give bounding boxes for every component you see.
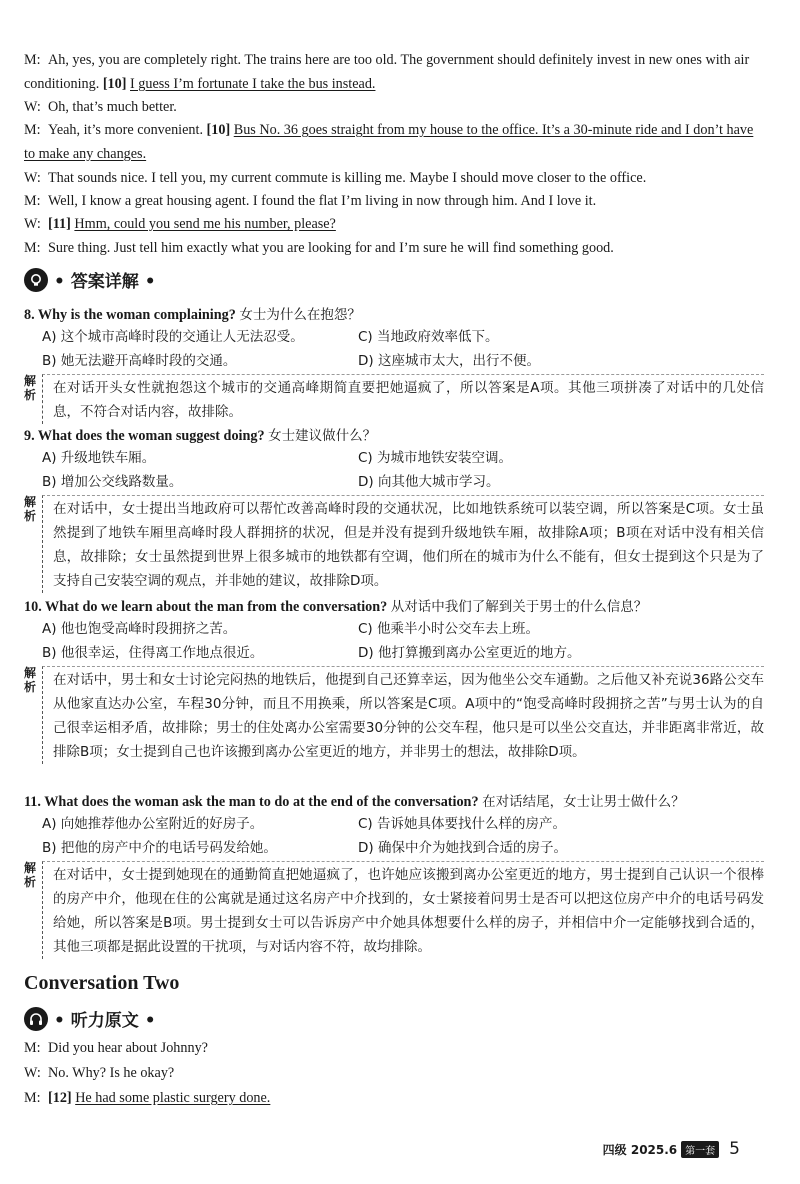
option: B) 增加公交线路数量。 [42,474,183,490]
analysis-text: 在对话中，男士和女士讨论完闷热的地铁后，他提到自己还算幸运，因为他坐公交车通勤。之后他又补充说36路公交车从他家直达办公室，车程30分钟，而且不用换乘，所以答案是C项。A项中的“饱受高峰时段拥挤之苦”与男士认为的自己很幸运相矛盾，故排除；男士的住处离办公室需要30分钟的公交车程，他只是可以坐公交直达，并非距离非常近，故排除B项；女士提到自己也许该搬到离办公室更近的地方，并非男士的想法，故排除D项。 [42,666,764,764]
analysis-text: 在对话开头女性就抱怨这个城市的交通高峰期简直要把她逼疯了，所以答案是A项。其他三项拼凑了对话中的几处信息，不符合对话内容，故排除。 [42,374,764,424]
question-10: 10. What do we learn about the man from the conversation? 从对话中我们了解到关于男士的什么信息？ [24,599,648,615]
speaker-label: M: [24,52,41,68]
option: A) 升级地铁车厢。 [42,450,156,466]
question-ref: [11] [48,216,71,232]
dialogue-line [24,212,764,236]
speaker-label: M: [24,240,41,256]
dialogue-line: W: Oh, that’s much better. [24,95,764,119]
question-ref: [12] [48,1090,72,1106]
analysis-box [24,666,764,764]
dialogue-line: M: Ah, yes, you are completely right. The trains here are too old. The government should definitely invest in new ones with air conditioning. [10] I guess I’m fortunate I take the bus instead. [24,48,764,96]
option: D) 确保中介为她找到合适的房子。 [358,840,567,856]
question-11: 11. What does the woman ask the man to do at the end of the conversation? 在对话结尾，女士让男士做什么？ [24,794,685,810]
page-number: 5 [729,1139,740,1159]
option: A) 他也饱受高峰时段拥挤之苦。 [42,621,237,637]
analysis-box [24,374,764,424]
question-ref: [10] [102,76,127,92]
section-title: • 听力原文 • [54,1011,156,1031]
option: B) 把他的房产中介的电话号码发给她。 [42,840,277,856]
issue-label: 四级 2025.6 [602,1142,678,1157]
question-8: 8. Why is the woman complaining? 女士为什么在抱怨？ [24,307,361,323]
dialogue-line: M: Sure thing. Just tell him exactly what you are looking for and I’m sure he will find something good. [24,236,764,260]
speaker-label: M: [24,1090,41,1106]
question-ref: [10] [206,122,231,138]
analysis-box [24,861,764,959]
conversation-heading: Conversation Two [24,972,180,994]
analysis-text: 在对话中，女士提到她现在的通勤简直把她逼疯了，也许她应该搬到离办公室更近的地方，男士提到自己认识一个很棒的房产中介，他现在住的公寓就是通过这名房产中介找到的，女士紧接着问男士是否可以把这位房产中介的电话号码发给她，所以答案是B项。男士提到女士可以告诉房产中介她具体想要什么样的房子，并相信中介一定能够找到合适的，其他三项都是据此设置的干扰项，与对话内容不符，故均排除。 [42,861,764,959]
speaker-label: W: [24,170,41,186]
speaker-label: W: [24,99,41,115]
key-sentence: He had some plastic surgery done. [75,1090,271,1106]
option: B) 她无法避开高峰时段的交通。 [42,353,237,369]
dialogue-line: W: No. Why? Is he okay? [24,1061,764,1085]
analysis-text: 在对话中，女士提出当地政府可以帮忙改善高峰时段的交通状况，比如地铁系统可以装空调，所以答案是C项。女士虽然提到了地铁车厢里高峰时段人群拥挤的状况，但是并没有提到升级地铁车厢，故排除A项；B项在对话中没有相关信息，故排除；女士虽然提到世界上很多城市的地铁都有空调，他们所在的城市为什么不能有，但女士提到这个只是为了支持自己安装空调的观点，并非她的建议，故排除D项。 [42,495,764,593]
analysis-tag: 解 析 [24,374,37,402]
option: A) 向她推荐他办公室附近的好房子。 [42,816,264,832]
section-title: • 答案详解 • [54,272,156,292]
dialogue-line: W: That sounds nice. I tell you, my current commute is killing me. Maybe I should move closer to the office. [24,166,764,190]
option: C) 当地政府效率低下。 [358,329,499,345]
analysis-tag: 解 析 [24,666,37,694]
option: D) 这座城市太大，出行不便。 [358,353,540,369]
option: D) 向其他大城市学习。 [358,474,500,490]
answer-section-header [24,267,156,292]
key-sentence: Bus No. 36 goes straight from my house to the office. It’s a 30-minute ride and I don’t have to make any changes. [24,122,754,162]
option: B) 他很幸运，住得离工作地点很近。 [42,645,264,661]
lightbulb-icon [24,268,48,292]
key-sentence: Hmm, could you send me his number, please? [74,216,336,232]
dialogue-line: M: Well, I know a great housing agent. I found the flat I’m living in now through him. And I love it. [24,189,764,213]
dialogue-line [24,1086,764,1110]
speaker-label: M: [24,193,41,209]
option: D) 他打算搬到离办公室更近的地方。 [358,645,581,661]
dialogue-line: M: Did you hear about Johnny? [24,1036,764,1060]
speaker-label: W: [24,1065,41,1081]
analysis-box [24,495,764,593]
set-badge: 第一套 [681,1141,719,1158]
speaker-label: M: [24,122,41,138]
speaker-label: W: [24,216,41,232]
question-9: 9. What does the woman suggest doing? 女士建议做什么？ [24,428,377,444]
analysis-tag: 解 析 [24,495,37,523]
headphones-icon [24,1007,48,1031]
option: C) 为城市地铁安装空调。 [358,450,512,466]
speaker-label: M: [24,1040,41,1056]
option: A) 这个城市高峰时段的交通让人无法忍受。 [42,329,304,345]
key-sentence: I guess I’m fortunate I take the bus instead. [130,76,376,92]
dialogue-line: M: Yeah, it’s more convenient. [10] Bus No. 36 goes straight from my house to the office. It’s a 30-minute ride and I don’t have to make any changes. [24,118,764,166]
option: C) 告诉她具体要找什么样的房产。 [358,816,566,832]
page-footer [603,1139,740,1159]
analysis-tag: 解 析 [24,861,37,889]
option: C) 他乘半小时公交车去上班。 [358,621,539,637]
transcript-section-header [24,1006,156,1031]
